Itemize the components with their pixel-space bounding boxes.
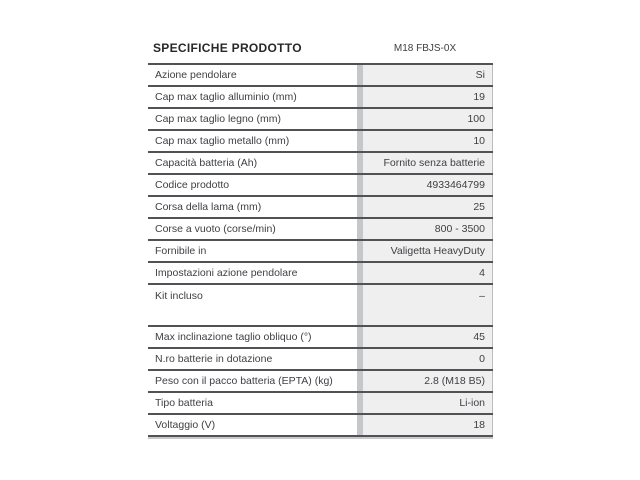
- spec-value: 25: [363, 197, 493, 217]
- table-row: [148, 327, 493, 349]
- table-row: [148, 153, 493, 175]
- spec-label: Max inclinazione taglio obliquo (°): [148, 327, 357, 347]
- spec-label: Voltaggio (V): [148, 415, 357, 435]
- table-row: [148, 241, 493, 263]
- spec-table: [148, 63, 493, 437]
- spec-value: 4: [363, 263, 493, 283]
- table-row: [148, 87, 493, 109]
- spec-label: Cap max taglio alluminio (mm): [148, 87, 357, 107]
- table-row: [148, 65, 493, 87]
- spec-value: 4933464799: [363, 175, 493, 195]
- spec-value: 0: [363, 349, 493, 369]
- spec-label: Tipo batteria: [148, 393, 357, 413]
- product-spec-panel: [148, 38, 493, 437]
- spec-header: [148, 38, 493, 63]
- spec-value: 45: [363, 327, 493, 347]
- spec-label: Capacità batteria (Ah): [148, 153, 357, 173]
- page-title: SPECIFICHE PRODOTTO: [153, 41, 302, 55]
- spec-value: 10: [363, 131, 493, 151]
- spec-value: Li-ion: [363, 393, 493, 413]
- table-row: [148, 175, 493, 197]
- spec-label: Codice prodotto: [148, 175, 357, 195]
- spec-label: Peso con il pacco batteria (EPTA) (kg): [148, 371, 357, 391]
- spec-value: Si: [363, 65, 493, 85]
- spec-value: 19: [363, 87, 493, 107]
- spec-value: 100: [363, 109, 493, 129]
- spec-value: Valigetta HeavyDuty: [363, 241, 493, 261]
- spec-value: 800 - 3500: [363, 219, 493, 239]
- table-row: [148, 393, 493, 415]
- spec-value: 18: [363, 415, 493, 435]
- table-row: [148, 131, 493, 153]
- table-row: [148, 263, 493, 285]
- table-row: [148, 109, 493, 131]
- spec-label: Fornibile in: [148, 241, 357, 261]
- spec-label: Corsa della lama (mm): [148, 197, 357, 217]
- spec-value: 2.8 (M18 B5): [363, 371, 493, 391]
- table-row: [148, 349, 493, 371]
- table-row: [148, 197, 493, 219]
- spec-label: Corse a vuoto (corse/min): [148, 219, 357, 239]
- spec-label: Impostazioni azione pendolare: [148, 263, 357, 283]
- spec-value: –: [363, 285, 493, 325]
- spec-value: Fornito senza batterie: [363, 153, 493, 173]
- column-header-model: M18 FBJS-0X: [393, 43, 457, 54]
- table-row: [148, 219, 493, 241]
- spec-label: Cap max taglio legno (mm): [148, 109, 357, 129]
- table-row: [148, 415, 493, 437]
- spec-label: N.ro batterie in dotazione: [148, 349, 357, 369]
- table-row: [148, 371, 493, 393]
- table-row: [148, 285, 493, 327]
- spec-label: Cap max taglio metallo (mm): [148, 131, 357, 151]
- spec-label: Kit incluso: [148, 285, 357, 325]
- spec-label: Azione pendolare: [148, 65, 357, 85]
